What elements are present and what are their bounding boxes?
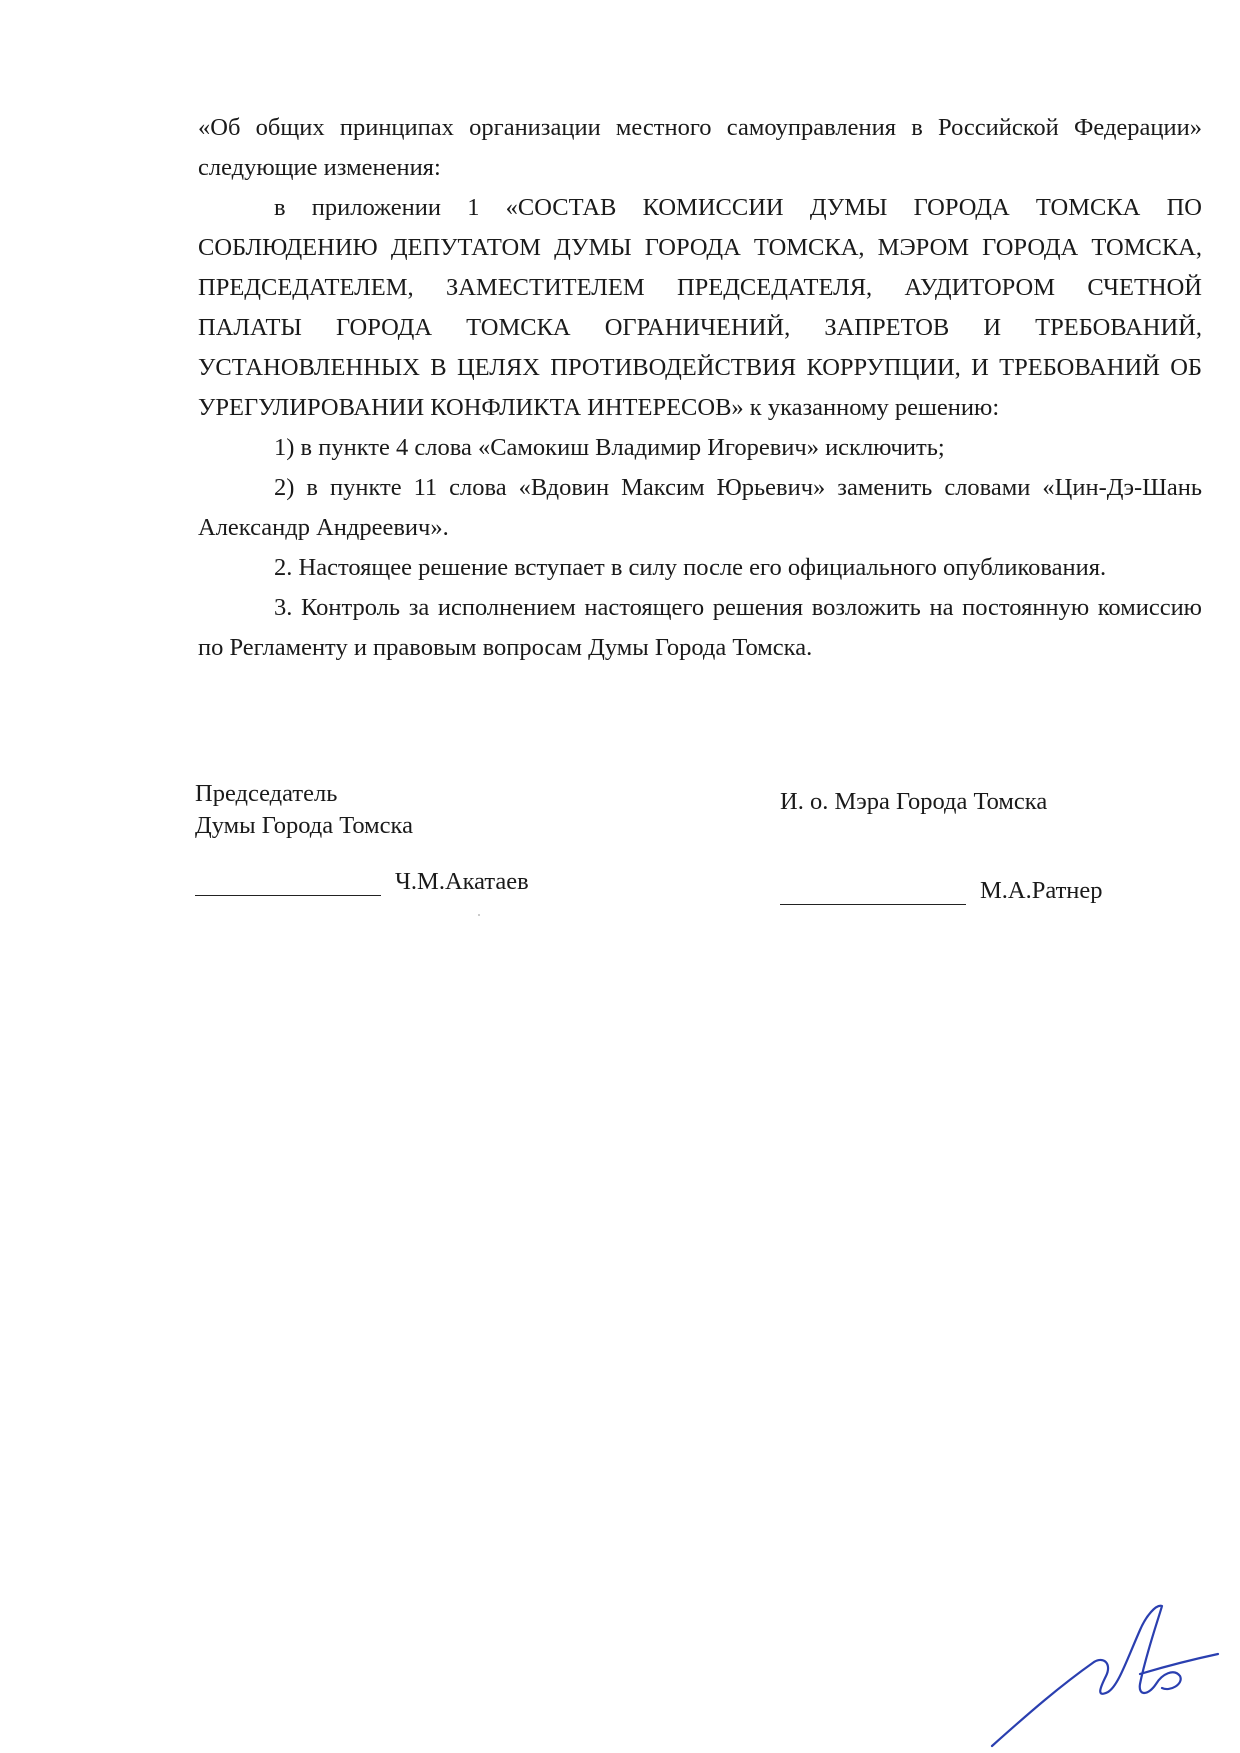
chairman-signature-line xyxy=(195,868,529,896)
paragraph-effective-date: 2. Настоящее решение вступает в силу после его официального опубликования. xyxy=(274,554,1107,581)
chairman-name: Ч.М.Акатаев xyxy=(395,868,529,895)
paragraph-item-2: 2) в пункте 11 слова «Вдовин Максим Юрьевич» заменить словами «Цин-Дэ-Шань Александр Андреевич». xyxy=(198,474,1202,541)
paragraph-law-reference: «Об общих принципах организации местного самоуправления в Российской Федерации» следующие изменения: xyxy=(198,114,1202,181)
signature-blank xyxy=(195,871,381,896)
mayor-signature-line xyxy=(780,877,1103,905)
mayor-name: М.А.Ратнер xyxy=(980,877,1103,904)
paragraph-appendix-amendment: в приложении 1 «СОСТАВ КОМИССИИ ДУМЫ ГОРОДА ТОМСКА ПО СОБЛЮДЕНИЮ ДЕПУТАТОМ ДУМЫ ГОРОДА ТОМСКА, МЭРОМ ГОРОДА ТОМСКА, ПРЕДСЕДАТЕЛЕМ, ЗАМЕСТИТЕЛЕМ ПРЕДСЕДАТЕЛЯ, АУДИТОРОМ СЧЕТНОЙ ПАЛАТЫ ГОРОДА ТОМСКА ОГРАНИЧЕНИЙ, ЗАПРЕТОВ И ТРЕБОВАНИЙ, УСТАНОВЛЕННЫХ В ЦЕЛЯХ ПРОТИВОДЕЙСТВИЯ КОРРУПЦИИ, И ТРЕБОВАНИЙ ОБ УРЕГУЛИРОВАНИИ КОНФЛИКТА ИНТЕРЕСОВ» к указанному решению: xyxy=(198,194,1202,421)
signature-blank xyxy=(780,880,966,905)
mayor-title: И. о. Мэра Города Томска xyxy=(780,788,1048,815)
signature-block-chairman xyxy=(195,778,413,842)
document-body xyxy=(198,108,1202,668)
signature-block-mayor xyxy=(780,786,1047,818)
paragraph-control: 3. Контроль за исполнением настоящего решения возложить на постоянную комиссию по Регламенту и правовым вопросам Думы Города Томска. xyxy=(198,594,1202,661)
scan-speck xyxy=(478,914,480,916)
handwritten-signature-icon xyxy=(990,1600,1220,1750)
chairman-title-line2: Думы Города Томска xyxy=(195,812,413,839)
chairman-title-line1: Председатель xyxy=(195,780,338,807)
paragraph-item-1: 1) в пункте 4 слова «Самокиш Владимир Игоревич» исключить; xyxy=(274,434,945,461)
